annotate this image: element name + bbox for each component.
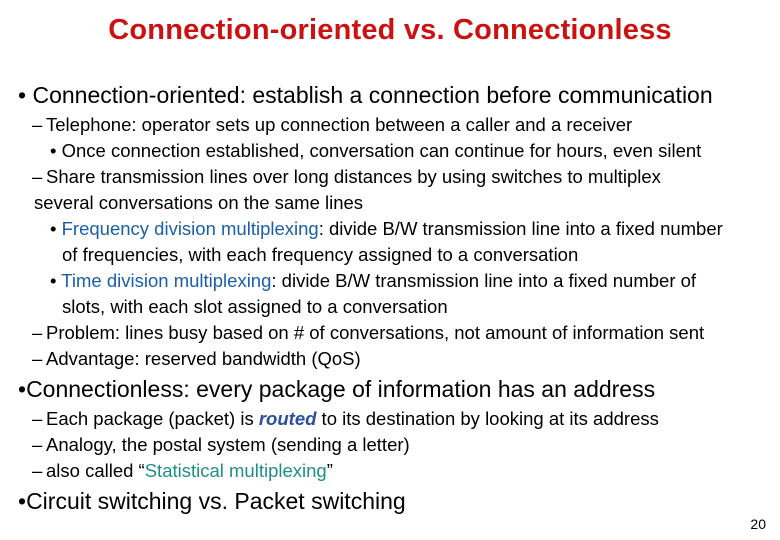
bullet-connectionless: •Connectionless: every package of information has an address [18,376,656,402]
term-connection-oriented: Connection-oriented [32,82,240,108]
sub-fdm: • Frequency division multiplexing: divide B/W transmission line into a fixed number [50,218,723,239]
term-statistical-multiplexing: Statistical multiplexing [144,460,327,481]
term-fdm: Frequency division multiplexing [61,218,319,239]
sub-share-cont: several conversations on the same lines [34,192,364,213]
slide-number: 20 [750,516,766,532]
sub-share: – Share transmission lines over long distances by using switches to multiplex [32,166,661,187]
sub-tdm: • Time division multiplexing: divide B/W transmission line into a fixed number of [50,270,697,291]
sub-fdm-cont: of frequencies, with each frequency assigned to a conversation [62,244,579,265]
sub-advantage: – Advantage: reserved bandwidth (QoS) [32,348,361,369]
sub-also-called: – also called “Statistical multiplexing” [32,460,333,481]
sub-analogy: – Analogy, the postal system (sending a letter) [32,434,410,455]
bullet-connection-oriented: • Connection-oriented: establish a connection before communication [18,82,713,108]
slide-title: Connection-oriented vs. Connectionless [108,14,672,46]
sub-telephone: – Telephone: operator sets up connection between a caller and a receiver [32,114,633,135]
sub-once-established: • Once connection established, conversation can continue for hours, even silent [50,140,702,161]
term-routed: routed [258,408,317,429]
sub-problem: – Problem: lines busy based on # of conversations, not amount of information sent [32,322,705,343]
sub-each-package: – Each package (packet) is routed to its destination by looking at its address [32,408,659,429]
bullet-circuit-vs-packet: •Circuit switching vs. Packet switching [18,488,406,514]
sub-tdm-cont: slots, with each slot assigned to a conversation [62,296,448,317]
term-tdm: Time division multiplexing [61,270,272,291]
term-connectionless: Connectionless [26,376,184,402]
